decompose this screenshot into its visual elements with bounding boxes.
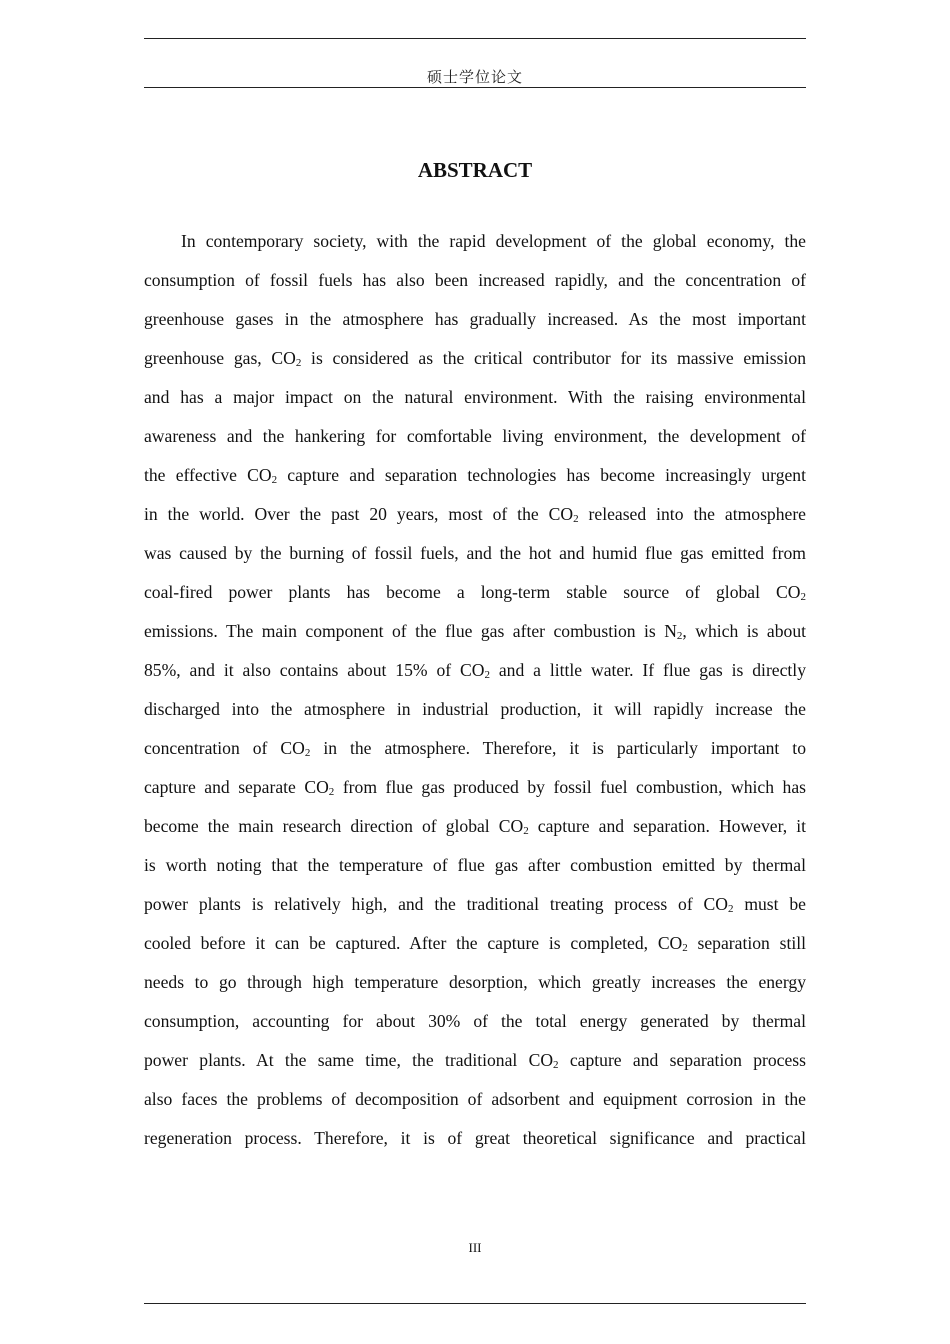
abstract-line: emissions. The main component of the flue gas after combustion is $N_2$, which is about [144, 621, 807, 642]
abstract-line: capture and separate $CO_2$ from flue gas produced by fossil fuel combustion, which has [144, 777, 806, 798]
header-rule [144, 87, 806, 88]
abstract-line: regeneration process. Therefore, it is of great theoretical significance and practical [144, 1128, 806, 1148]
abstract-line: was caused by the burning of fossil fuels, and the hot and humid flue gas emitted from [144, 543, 806, 563]
abstract-line: in the world. Over the past 20 years, most of the $CO_2$ released into the atmosphere [144, 504, 806, 525]
abstract-line: discharged into the atmosphere in industrial production, it will rapidly increase the [144, 699, 806, 719]
abstract-line: consumption of fossil fuels has also been increased rapidly, and the concentration of [144, 270, 806, 290]
abstract-title: ABSTRACT [417, 158, 533, 182]
abstract-line: also faces the problems of decomposition of adsorbent and equipment corrosion in the [144, 1089, 806, 1109]
abstract-line: needs to go through high temperature desorption, which greatly increases the energy [144, 972, 806, 992]
abstract-line: 85%, and it also contains about 15% of $CO_2$ and a little water. If flue gas is directly [144, 660, 806, 681]
bottom-rule [144, 1303, 806, 1304]
top-rule [144, 38, 806, 39]
running-header: 硕士学位论文 [426, 68, 523, 86]
abstract-line: coal-fired power plants has become a long-term stable source of global $CO_2$ [144, 582, 806, 603]
abstract-line: greenhouse gases in the atmosphere has gradually increased. As the most important [144, 309, 806, 329]
abstract-line: become the main research direction of global $CO_2$ capture and separation. However, it [144, 816, 806, 837]
page-number: III [468, 1240, 482, 1255]
abstract-line: awareness and the hankering for comfortable living environment, the development of [144, 426, 806, 446]
abstract-line: consumption, accounting for about 30% of the total energy generated by thermal [144, 1011, 806, 1031]
abstract-line: In contemporary society, with the rapid development of the global economy, the [181, 231, 806, 251]
abstract-line: the effective $CO_2$ capture and separation technologies has become increasingly urgent [144, 465, 806, 486]
abstract-line: is worth noting that the temperature of flue gas after combustion emitted by thermal [144, 855, 806, 875]
abstract-body [144, 222, 806, 1158]
abstract-line: concentration of $CO_2$ in the atmosphere. Therefore, it is particularly important to [144, 738, 806, 759]
abstract-line: cooled before it can be captured. After the capture is completed, $CO_2$ separation still [144, 933, 806, 954]
abstract-line: power plants. At the same time, the traditional $CO_2$ capture and separation process [144, 1050, 806, 1071]
abstract-line: power plants is relatively high, and the traditional treating process of $CO_2$ must be [144, 894, 806, 915]
abstract-line: and has a major impact on the natural environment. With the raising environmental [144, 387, 806, 407]
abstract-line: greenhouse gas, $CO_2$ is considered as the critical contributor for its massive emission [144, 348, 806, 369]
